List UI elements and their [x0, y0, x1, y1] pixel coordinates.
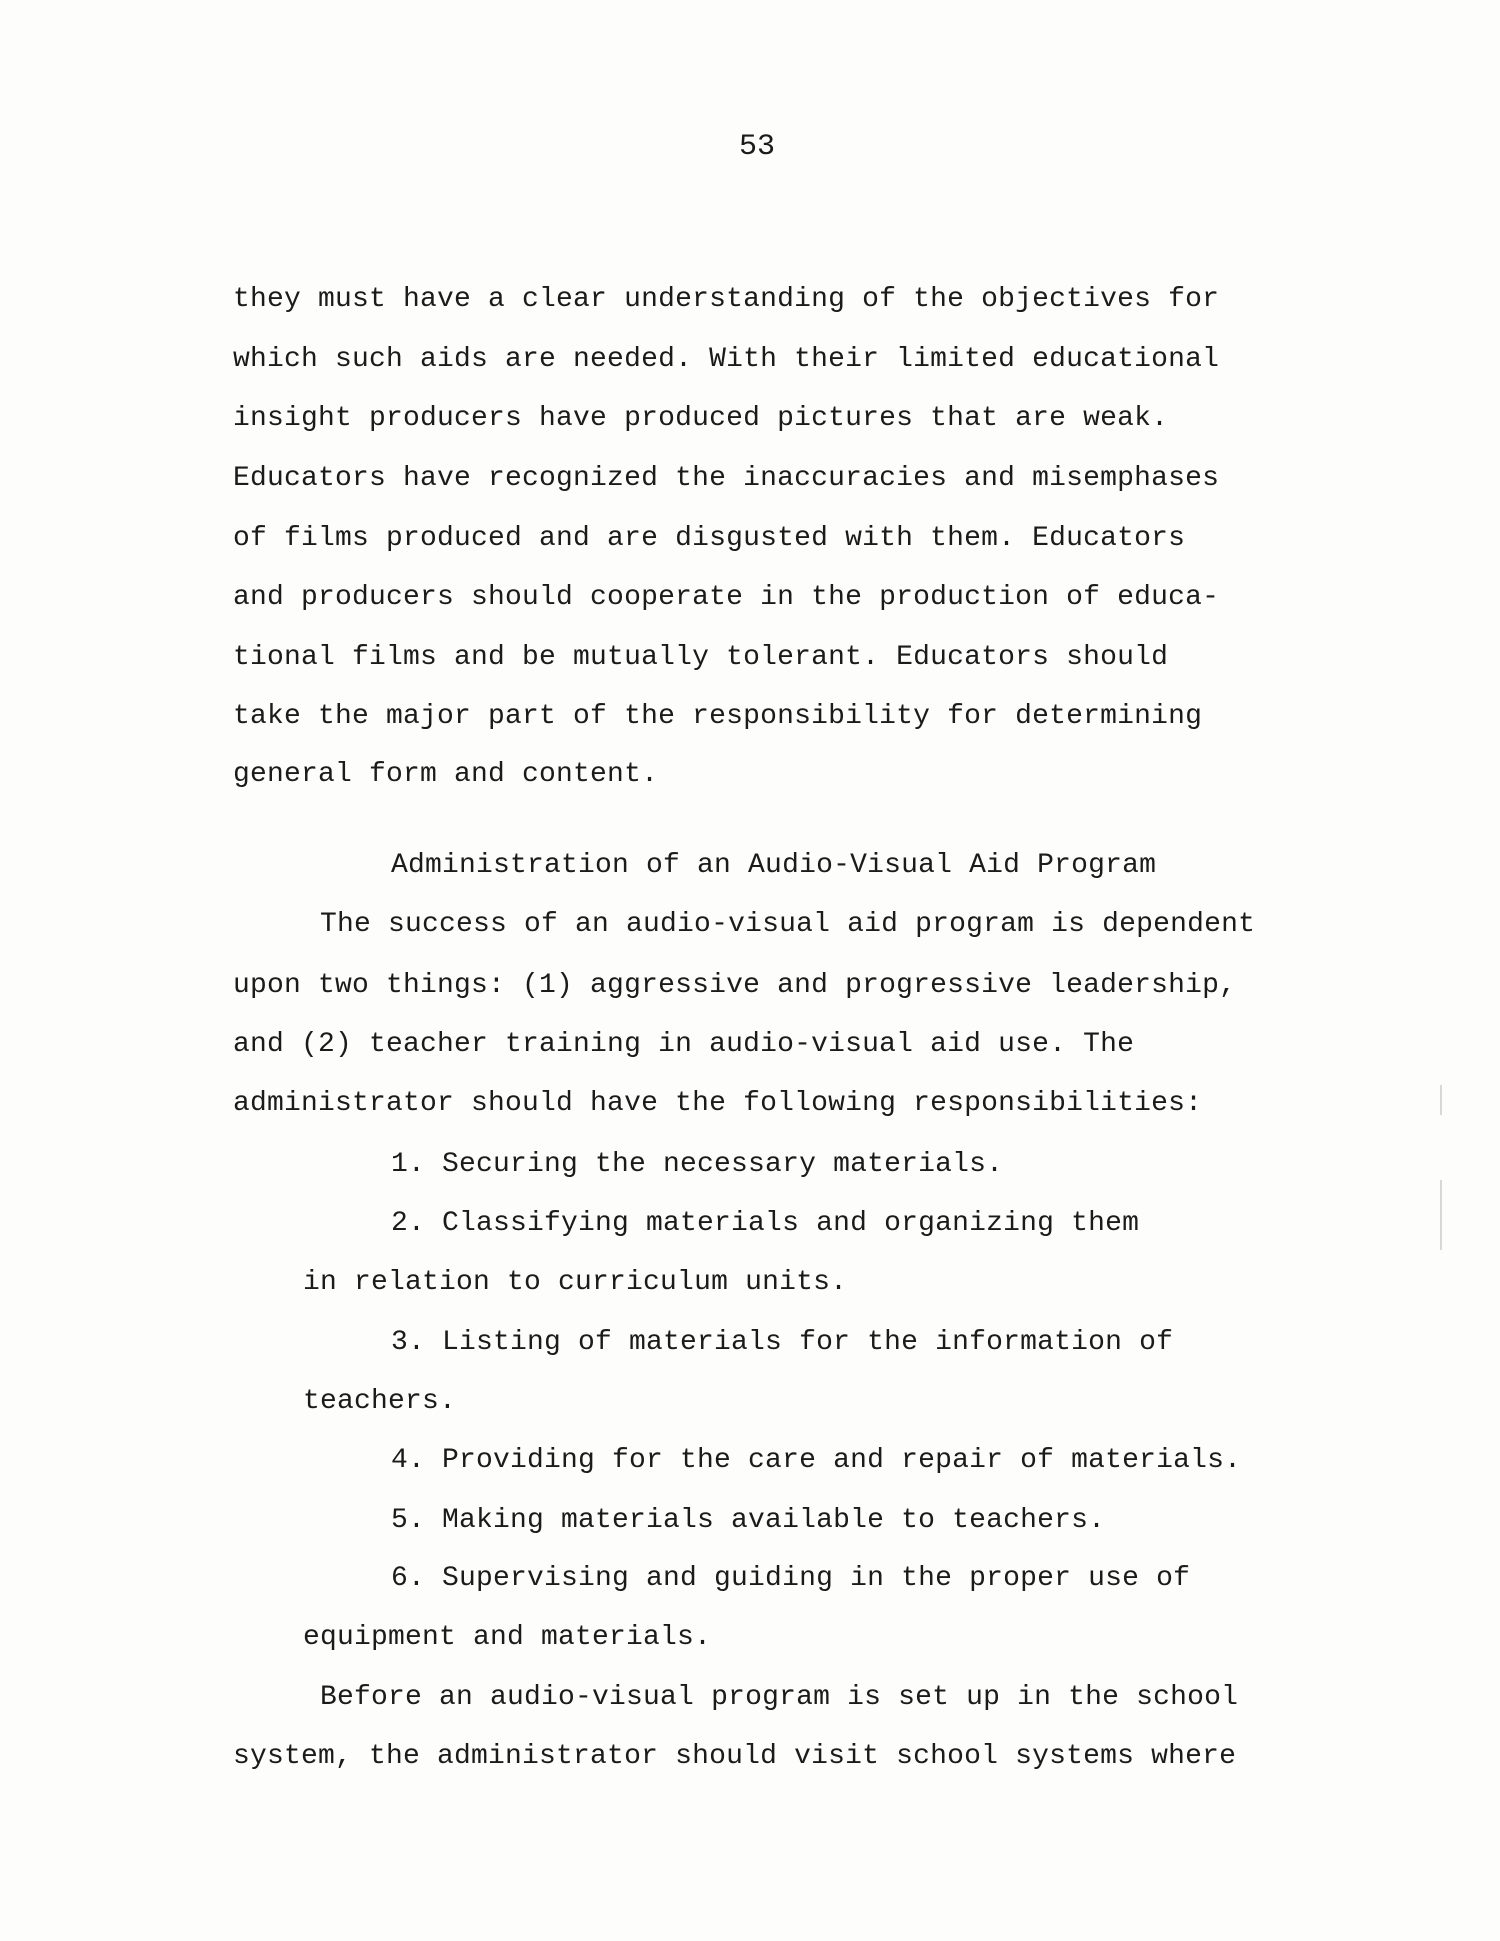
paragraph-line: of films produced and are disgusted with them. Educators	[233, 523, 1186, 554]
section-heading: Administration of an Audio-Visual Aid Program	[391, 850, 1157, 881]
paragraph-line: tional films and be mutually tolerant. Educators should	[233, 642, 1169, 673]
paragraph-line: and producers should cooperate in the production of educa-	[233, 582, 1220, 613]
list-item: 1. Securing the necessary materials.	[391, 1149, 1004, 1180]
paragraph-line: Educators have recognized the inaccuracies and misemphases	[233, 463, 1220, 494]
paragraph-line: upon two things: (1) aggressive and progressive leadership,	[233, 970, 1237, 1001]
list-item-continuation: teachers.	[303, 1386, 457, 1417]
paragraph-line: insight producers have produced pictures that are weak.	[233, 403, 1169, 434]
paragraph-line: which such aids are needed. With their limited educational	[233, 344, 1220, 375]
paragraph-line: The success of an audio-visual aid program is dependent	[320, 909, 1256, 940]
list-item: 4. Providing for the care and repair of materials.	[391, 1445, 1242, 1476]
page-number: 53	[739, 130, 776, 164]
list-item-continuation: in relation to curriculum units.	[303, 1267, 848, 1298]
scan-edge-mark	[1440, 1180, 1442, 1250]
scan-edge-mark	[1440, 1085, 1442, 1115]
paragraph-line: general form and content.	[233, 759, 659, 790]
list-item: 2. Classifying materials and organizing them	[391, 1208, 1140, 1239]
paragraph-line: they must have a clear understanding of the objectives for	[233, 284, 1220, 315]
list-item: 5. Making materials available to teachers.	[391, 1505, 1106, 1536]
paragraph-line: administrator should have the following responsibilities:	[233, 1088, 1203, 1119]
paragraph-line: and (2) teacher training in audio-visual aid use. The	[233, 1029, 1135, 1060]
paragraph-line: take the major part of the responsibility for determining	[233, 701, 1203, 732]
list-item-continuation: equipment and materials.	[303, 1622, 712, 1653]
paragraph-line: Before an audio-visual program is set up in the school	[320, 1682, 1239, 1713]
list-item: 6. Supervising and guiding in the proper use of	[391, 1563, 1191, 1594]
paragraph-line: system, the administrator should visit school systems where	[233, 1741, 1237, 1772]
list-item: 3. Listing of materials for the information of	[391, 1327, 1174, 1358]
